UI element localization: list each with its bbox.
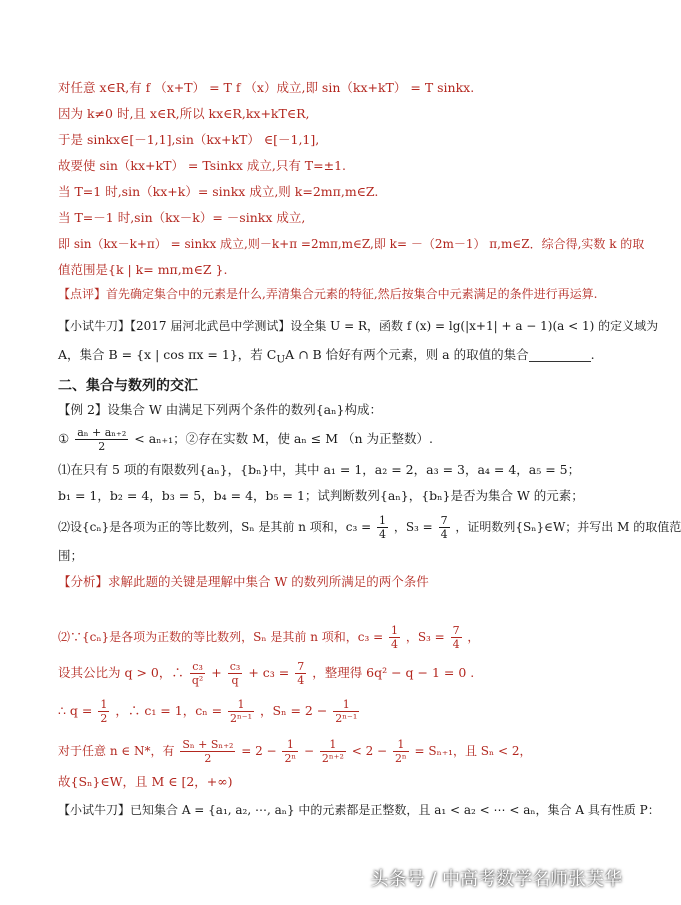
fraction: $\frac{\text{c₃}}{\text{q²}}$	[191, 660, 204, 687]
fraction: $\frac{1}{\text{2ⁿ}}$	[394, 738, 407, 765]
problem-line: ⑴在只有 5 项的有限数列{aₙ}，{bₙ}中，其中 a₁ = 1，a₂ = 2，a₃ = 3，a₄ = 4，a₅ = 5；	[58, 462, 581, 477]
fraction: $\frac{1}{\text{2ⁿ⁻¹}}$	[335, 698, 358, 725]
problem-line	[58, 345, 595, 370]
fraction: $\frac{1}{\text{2ⁿ⁺²}}$	[321, 738, 344, 765]
text-segment: ，S₃ =	[405, 630, 445, 644]
text-segment: = 2 −	[241, 744, 277, 758]
text-segment: < 2 −	[351, 744, 388, 758]
problem-line: 【小试牛刀】已知集合 A = {a₁, a₂, ⋯, aₙ} 中的元素都是正整数，且 a₁ < a₂ < ⋯ < aₙ，集合 A 具有性质 P：	[58, 803, 660, 817]
text-line: 故要使 sin（kx+kT） = Tsinkx 成立,只有 T=±1.	[58, 158, 347, 173]
text-segment: ，	[467, 630, 480, 644]
analysis-line: 【分析】求解此题的关键是理解中集合 W 的数列所满足的两个条件	[58, 574, 429, 589]
text-line: 对任意 x∈R,有 f （x+T） = T f （x）成立,即 sin（kx+kT） = T sinkx.	[58, 80, 475, 95]
section-heading: 二、集合与数列的交汇	[58, 378, 198, 394]
text-line: 即 sin（kx－k+π） = sinkx 成立,则－k+π =2mπ,m∈Z,即 k= －（2m－1） π,m∈Z．综合得,实数 k 的取	[58, 237, 645, 251]
text-line: 于是 sinkx∈[－1,1],sin（kx+kT） ∈[－1,1],	[58, 132, 320, 147]
text-segment: ，Sₙ = 2 −	[260, 703, 328, 718]
answer-blank	[529, 347, 591, 362]
text-segment: = Sₙ₊₁，且 Sₙ < 2，	[414, 744, 532, 758]
text-line: 当 T=－1 时,sin（kx－k）= －sinkx 成立,	[58, 210, 306, 225]
text-line: 值范围是{k | k= mπ,m∈Z }.	[58, 262, 228, 277]
solution-line	[58, 738, 532, 765]
fraction: $\frac{1}{\text{2ⁿ}}$	[284, 738, 297, 765]
fraction: $\frac{1}{2}$	[100, 698, 108, 725]
text-segment: +	[211, 665, 222, 680]
fraction: $\frac{1}{\text{2ⁿ⁻¹}}$	[230, 698, 253, 725]
fraction: $\frac{1}{4}$	[379, 514, 386, 541]
fraction: $\frac{1}{4}$	[391, 624, 398, 651]
text-segment: ①	[58, 431, 70, 446]
text-segment: + c₃ =	[248, 665, 290, 680]
text-line: 因为 k≠0 时,且 x∈R,所以 kx∈R,kx+kT∈R,	[58, 106, 310, 121]
fraction: $\frac{\text{c₃}}{q}$	[229, 660, 241, 687]
comment-line: 【点评】首先确定集合中的元素是什么,弄清集合元素的特征,然后按集合中元素满足的条件进行再运算.	[58, 287, 598, 301]
fraction: $\frac{7}{4}$	[452, 624, 460, 651]
watermark-text: 头条号 / 中高考数学名师张芙华	[370, 869, 622, 890]
problem-line: b₁ = 1，b₂ = 4，b₃ = 5，b₄ = 4，b₅ = 1；试判断数列{aₙ}，{bₙ}是否为集合 W 的元素；	[58, 488, 584, 503]
solution-line	[58, 624, 479, 651]
text-segment: ，证明数列{Sₙ}∈W；并写出 M 的取值范	[455, 520, 681, 534]
fraction: $\frac{7}{4}$	[440, 514, 448, 541]
problem-line: 【例 2】设集合 W 由满足下列两个条件的数列{aₙ}构成：	[58, 402, 382, 417]
problem-line	[58, 514, 681, 541]
fraction: $\frac{\text{Sₙ + Sₙ₊₂}}{2}$	[182, 738, 234, 765]
text-segment: 设其公比为 q > 0，∴	[58, 665, 184, 680]
text-segment: ，整理得 6q² − q − 1 = 0 .	[312, 665, 475, 680]
solution-line: 故{Sₙ}∈W，且 M ∈ [2，+∞)	[58, 774, 233, 789]
solution-line	[58, 698, 361, 725]
text-segment: −	[304, 744, 315, 758]
fraction: $\frac{7}{4}$	[297, 660, 305, 687]
solution-line	[58, 660, 474, 687]
condition-line	[58, 426, 433, 453]
text-segment: A，集合 B = {x | cos πx = 1}，若 C	[58, 347, 277, 362]
text-segment: < aₙ₊₁；②存在实数 M，使 aₙ ≤ M （n 为正整数）.	[134, 431, 433, 446]
problem-line: 【小试牛刀】【2017 届河北武邑中学测试】设全集 U = R，函数 f (x) = lg(|x+1| + a − 1)(a < 1) 的定义域为	[58, 319, 659, 333]
subscript: U	[276, 353, 286, 366]
text-segment: .	[590, 347, 595, 362]
text-segment: 对于任意 n ∈ N*，有	[58, 744, 175, 758]
problem-line: 围；	[58, 548, 84, 563]
text-segment: ，S₃ =	[393, 520, 433, 534]
text-segment: ⑵∵{cₙ}是各项为正数的等比数列，Sₙ 是其前 n 项和，c₃ =	[58, 630, 384, 644]
text-segment: A ∩ B 恰好有两个元素，则 a 的取值的集合	[285, 347, 529, 362]
text-line: 当 T=1 时,sin（kx+k）= sinkx 成立,则 k=2mπ,m∈Z.	[58, 184, 379, 199]
fraction: $\frac{\text{aₙ + aₙ₊₂}}{2}$	[77, 426, 127, 453]
text-segment: ，∴ c₁ = 1，cₙ =	[115, 703, 223, 718]
text-segment: ⑵设{cₙ}是各项为正的等比数列，Sₙ 是其前 n 项和，c₃ =	[58, 520, 372, 534]
text-segment: ∴ q =	[58, 703, 93, 718]
